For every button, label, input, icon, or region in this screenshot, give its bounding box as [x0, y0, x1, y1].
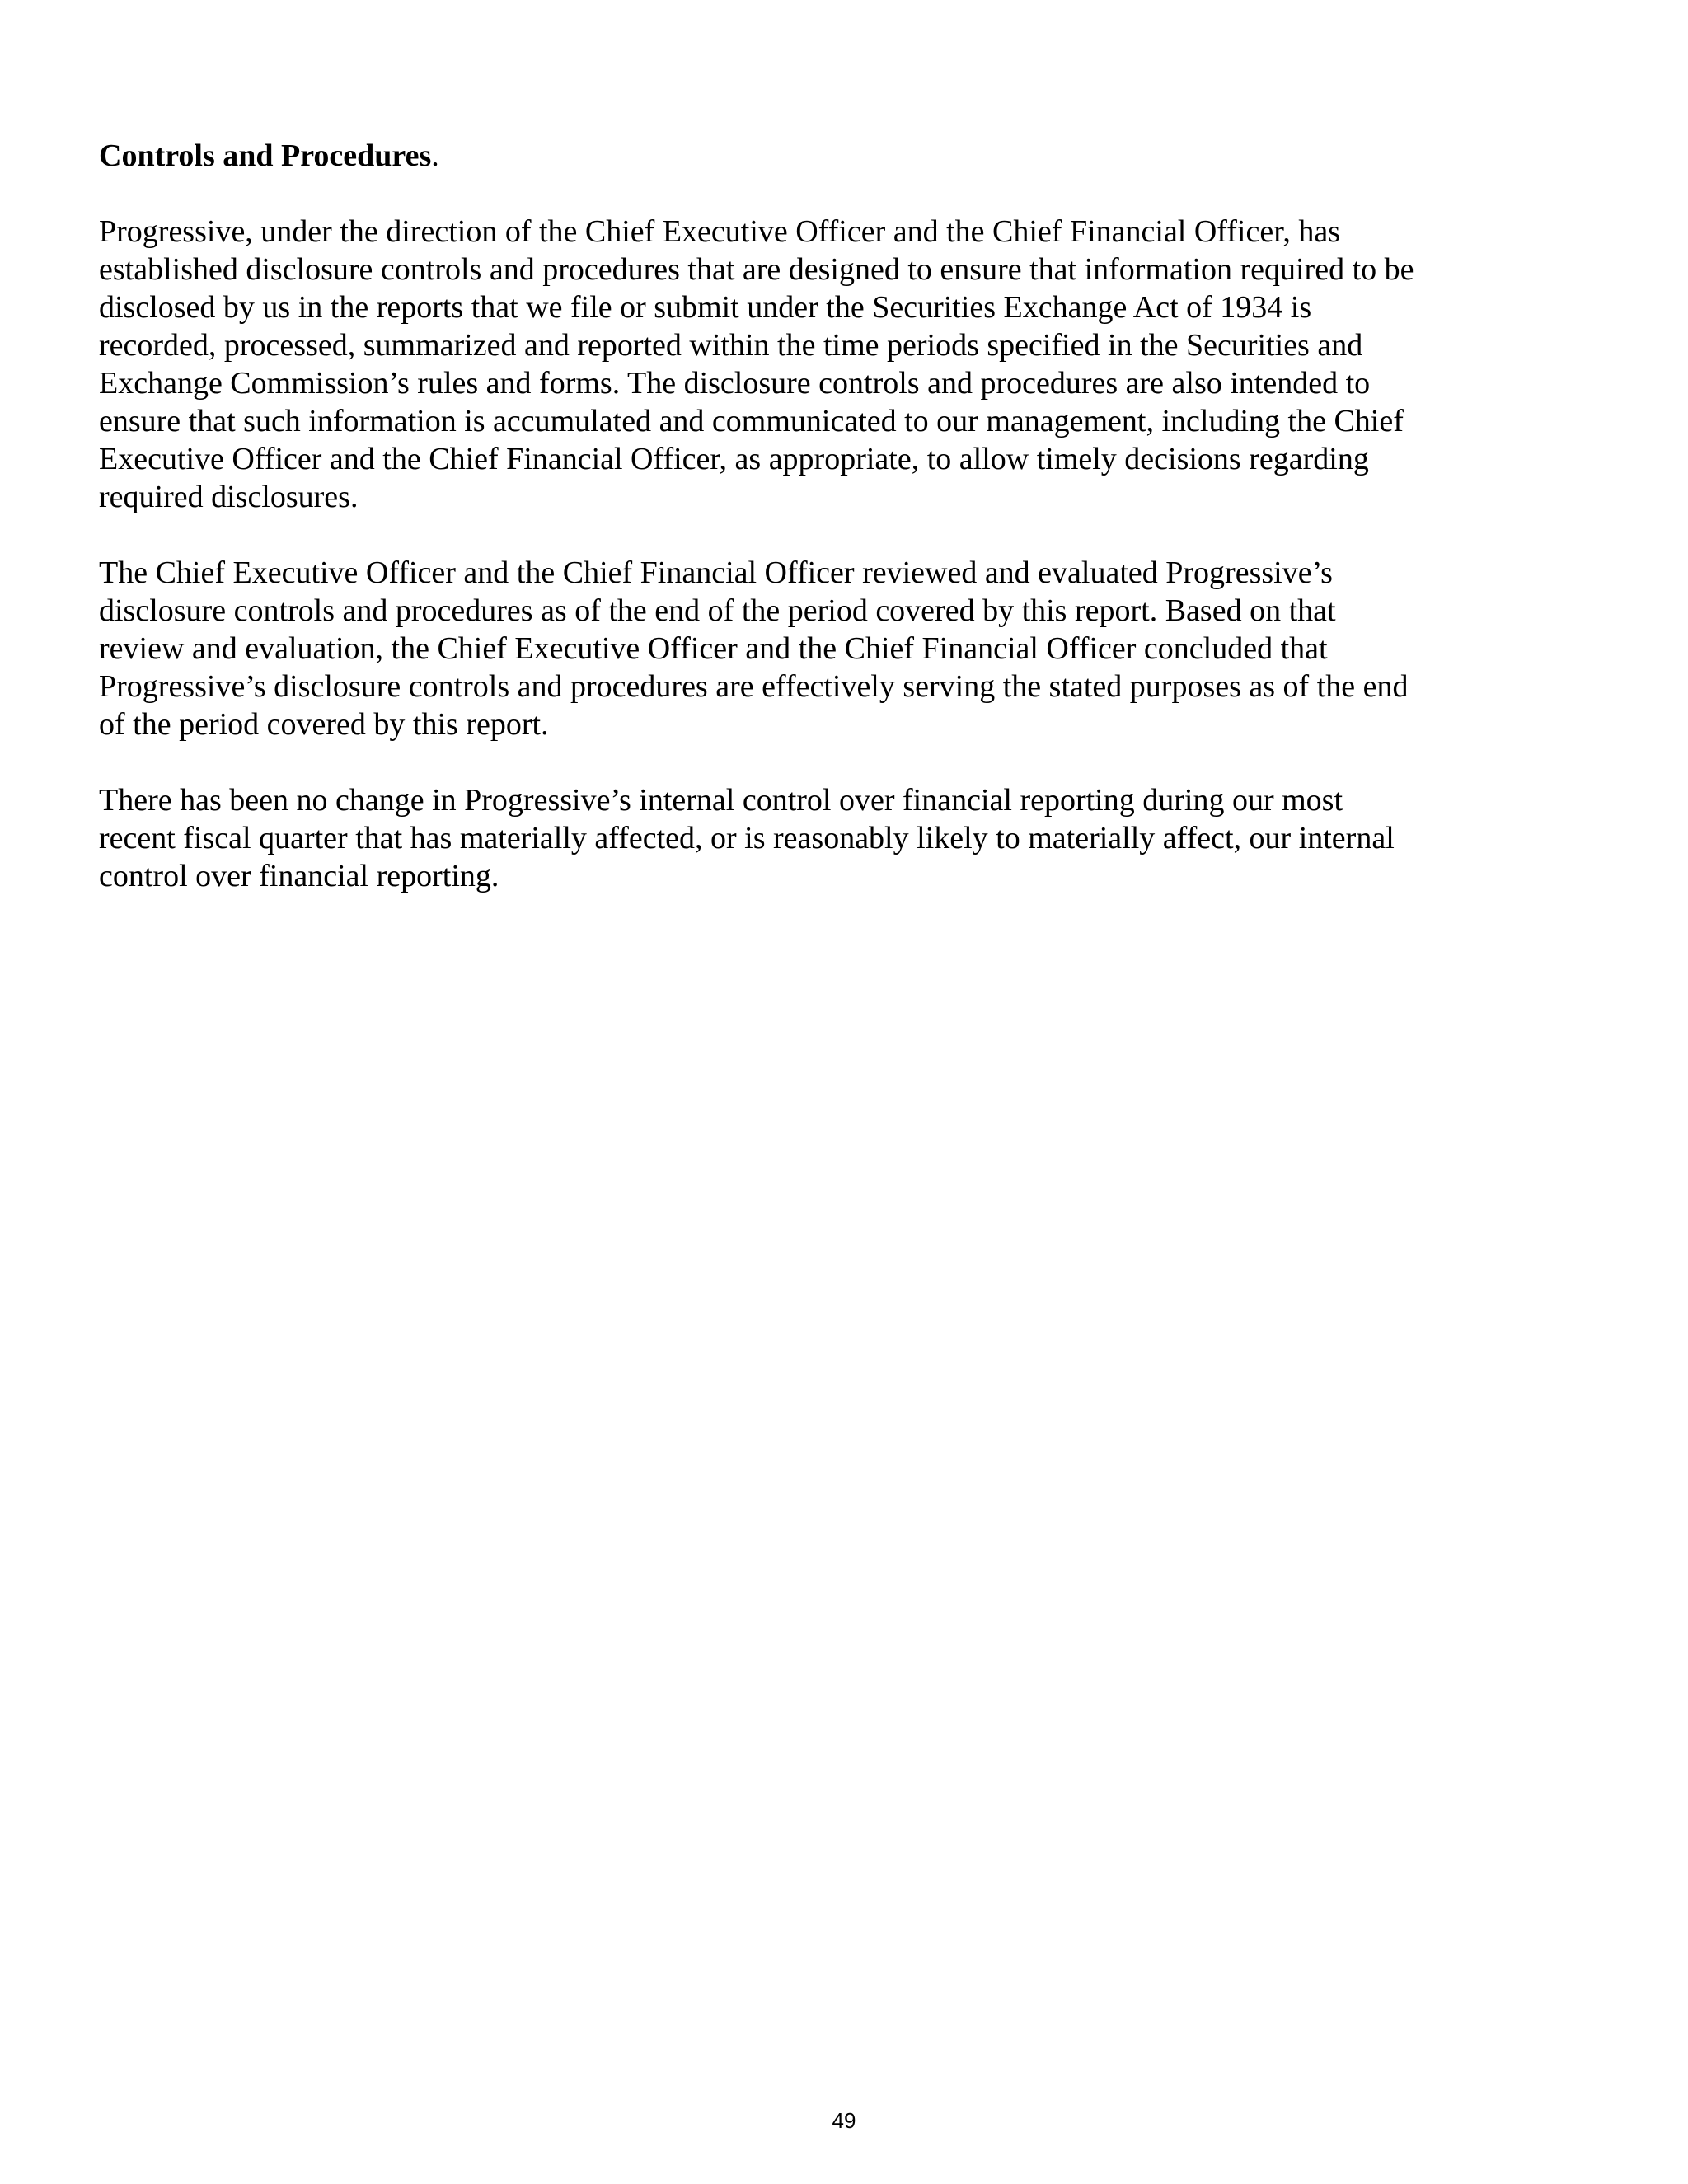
section-heading [99, 137, 1517, 175]
document-body [99, 137, 1517, 895]
section-heading-punctuation: . [431, 138, 439, 173]
section-heading-text: Controls and Procedures [99, 138, 432, 173]
page-number: 49 [832, 2108, 856, 2133]
paragraph-internal-control-change: There has been no change in Progressive’s internal control over financial reporting during our most recent fiscal quarter that has materially affected, or is reasonably likely to materially affect, our internal control over financial reporting. [99, 783, 1395, 893]
paragraph-evaluation: The Chief Executive Officer and the Chief Financial Officer reviewed and evaluated Progressive’s disclosure controls and procedures as of the end of the period covered by this report. Based on that review and evaluation, the Chief Executive Officer and the Chief Financial Officer concluded that Progressive’s disclosure controls and procedures are effectively serving the stated purposes as of the end of the period covered by this report. [99, 555, 1409, 742]
paragraph-disclosure-controls: Progressive, under the direction of the Chief Executive Officer and the Chief Financial Officer, has established disclosure controls and procedures that are designed to ensure that information required to be disclosed by us in the reports that we file or submit under the Securities Exchange Act of 1934 is recorded, processed, summarized and reported within the time periods specified in the Securities and Exchange Commission’s rules and forms. The disclosure controls and procedures are also intended to ensure that such information is accumulated and communicated to our management, including the Chief Executive Officer and the Chief Financial Officer, as appropriate, to allow timely decisions regarding required disclosures. [99, 214, 1414, 514]
